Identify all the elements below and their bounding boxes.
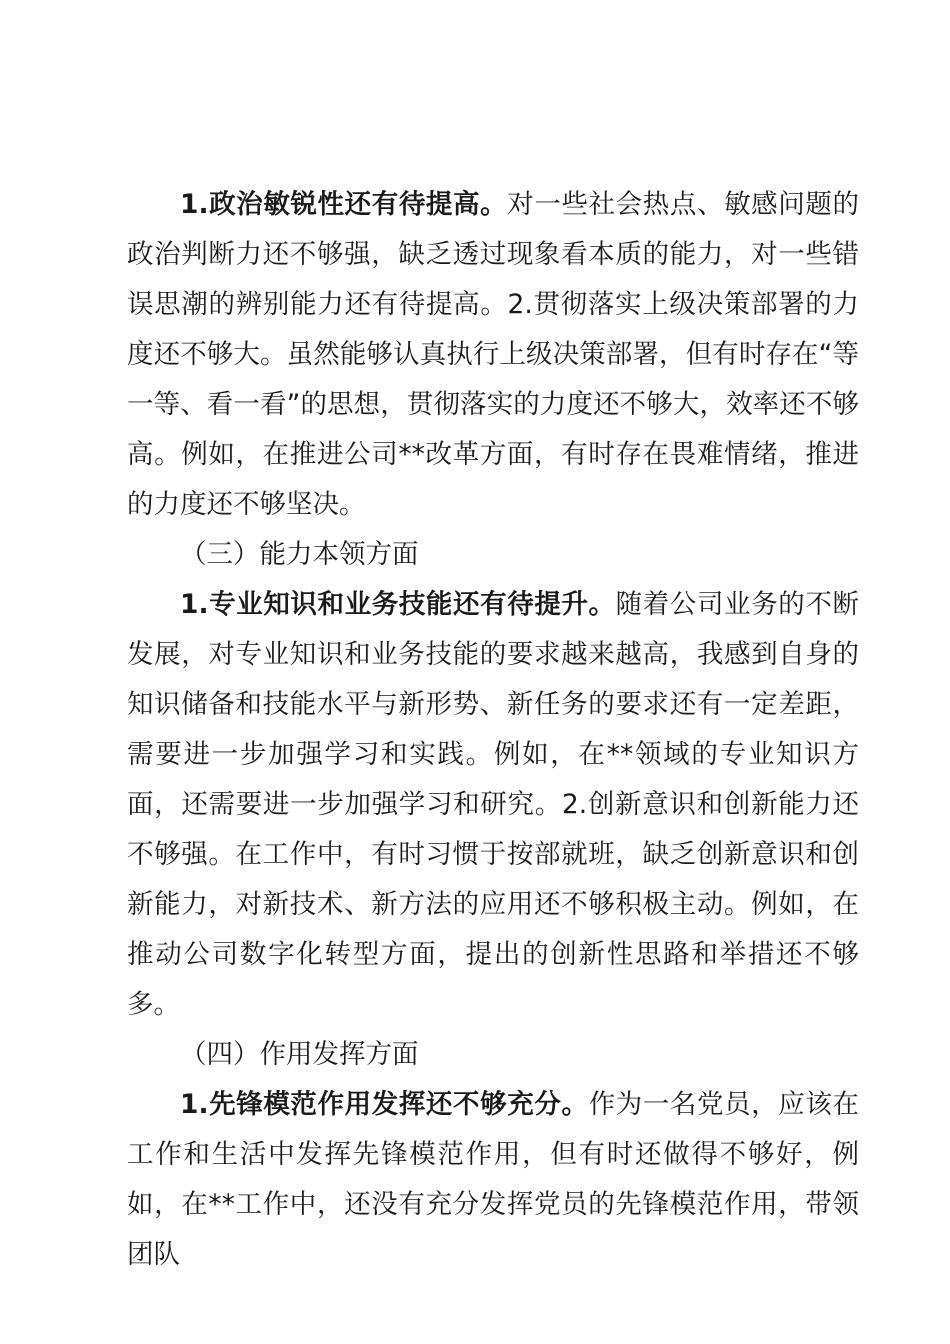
paragraph-professional-knowledge bbox=[127, 580, 859, 1030]
section-heading-ability: （三）能力本领方面 bbox=[180, 539, 419, 570]
paragraph-lead: 1.政治敏锐性还有待提高。 bbox=[180, 189, 508, 220]
paragraph-text: 随着公司业务的不断发展，对专业知识和业务技能的要求越来越高，我感到自身的知识储备和技能水平与新形势、新任务的要求还有一定差距，需要进一步加强学习和实践。例如，在**领域的专业知识方面，还需要进一步加强学习和研究。2.创新意识和创新能力还不够强。在工作中，有时习惯于按部就班，缺乏创新意识和创新能力，对新技术、新方法的应用还不够积极主动。例如，在推动公司数字化转型方面，提出的创新性思路和举措还不够多。 bbox=[127, 589, 859, 1020]
paragraph-lead: 1.先锋模范作用发挥还不够充分。 bbox=[180, 1089, 589, 1120]
paragraph-text: 作为一名党员，应该在工作和生活中发挥先锋模范作用，但有时还做得不够好，例如，在**工作中，还没有充分发挥党员的先锋模范作用，带领团队 bbox=[127, 1089, 859, 1270]
paragraph-vanguard-role bbox=[127, 1080, 859, 1280]
section-heading-role: （四）作用发挥方面 bbox=[180, 1039, 419, 1070]
paragraph-lead: 1.专业知识和业务技能还有待提升。 bbox=[180, 589, 616, 620]
paragraph-text: 对一些社会热点、敏感问题的政治判断力还不够强，缺乏透过现象看本质的能力，对一些错误思潮的辨别能力还有待提高。2.贯彻落实上级决策部署的力度还不够大。虽然能够认真执行上级决策部署，但有时存在“等一等、看一看”的思想，贯彻落实的力度还不够大，效率还不够高。例如，在推进公司**改革方面，有时存在畏难情绪，推进的力度还不够坚决。 bbox=[127, 189, 859, 520]
paragraph-political-sensitivity bbox=[127, 180, 859, 530]
document-body bbox=[127, 180, 859, 1280]
